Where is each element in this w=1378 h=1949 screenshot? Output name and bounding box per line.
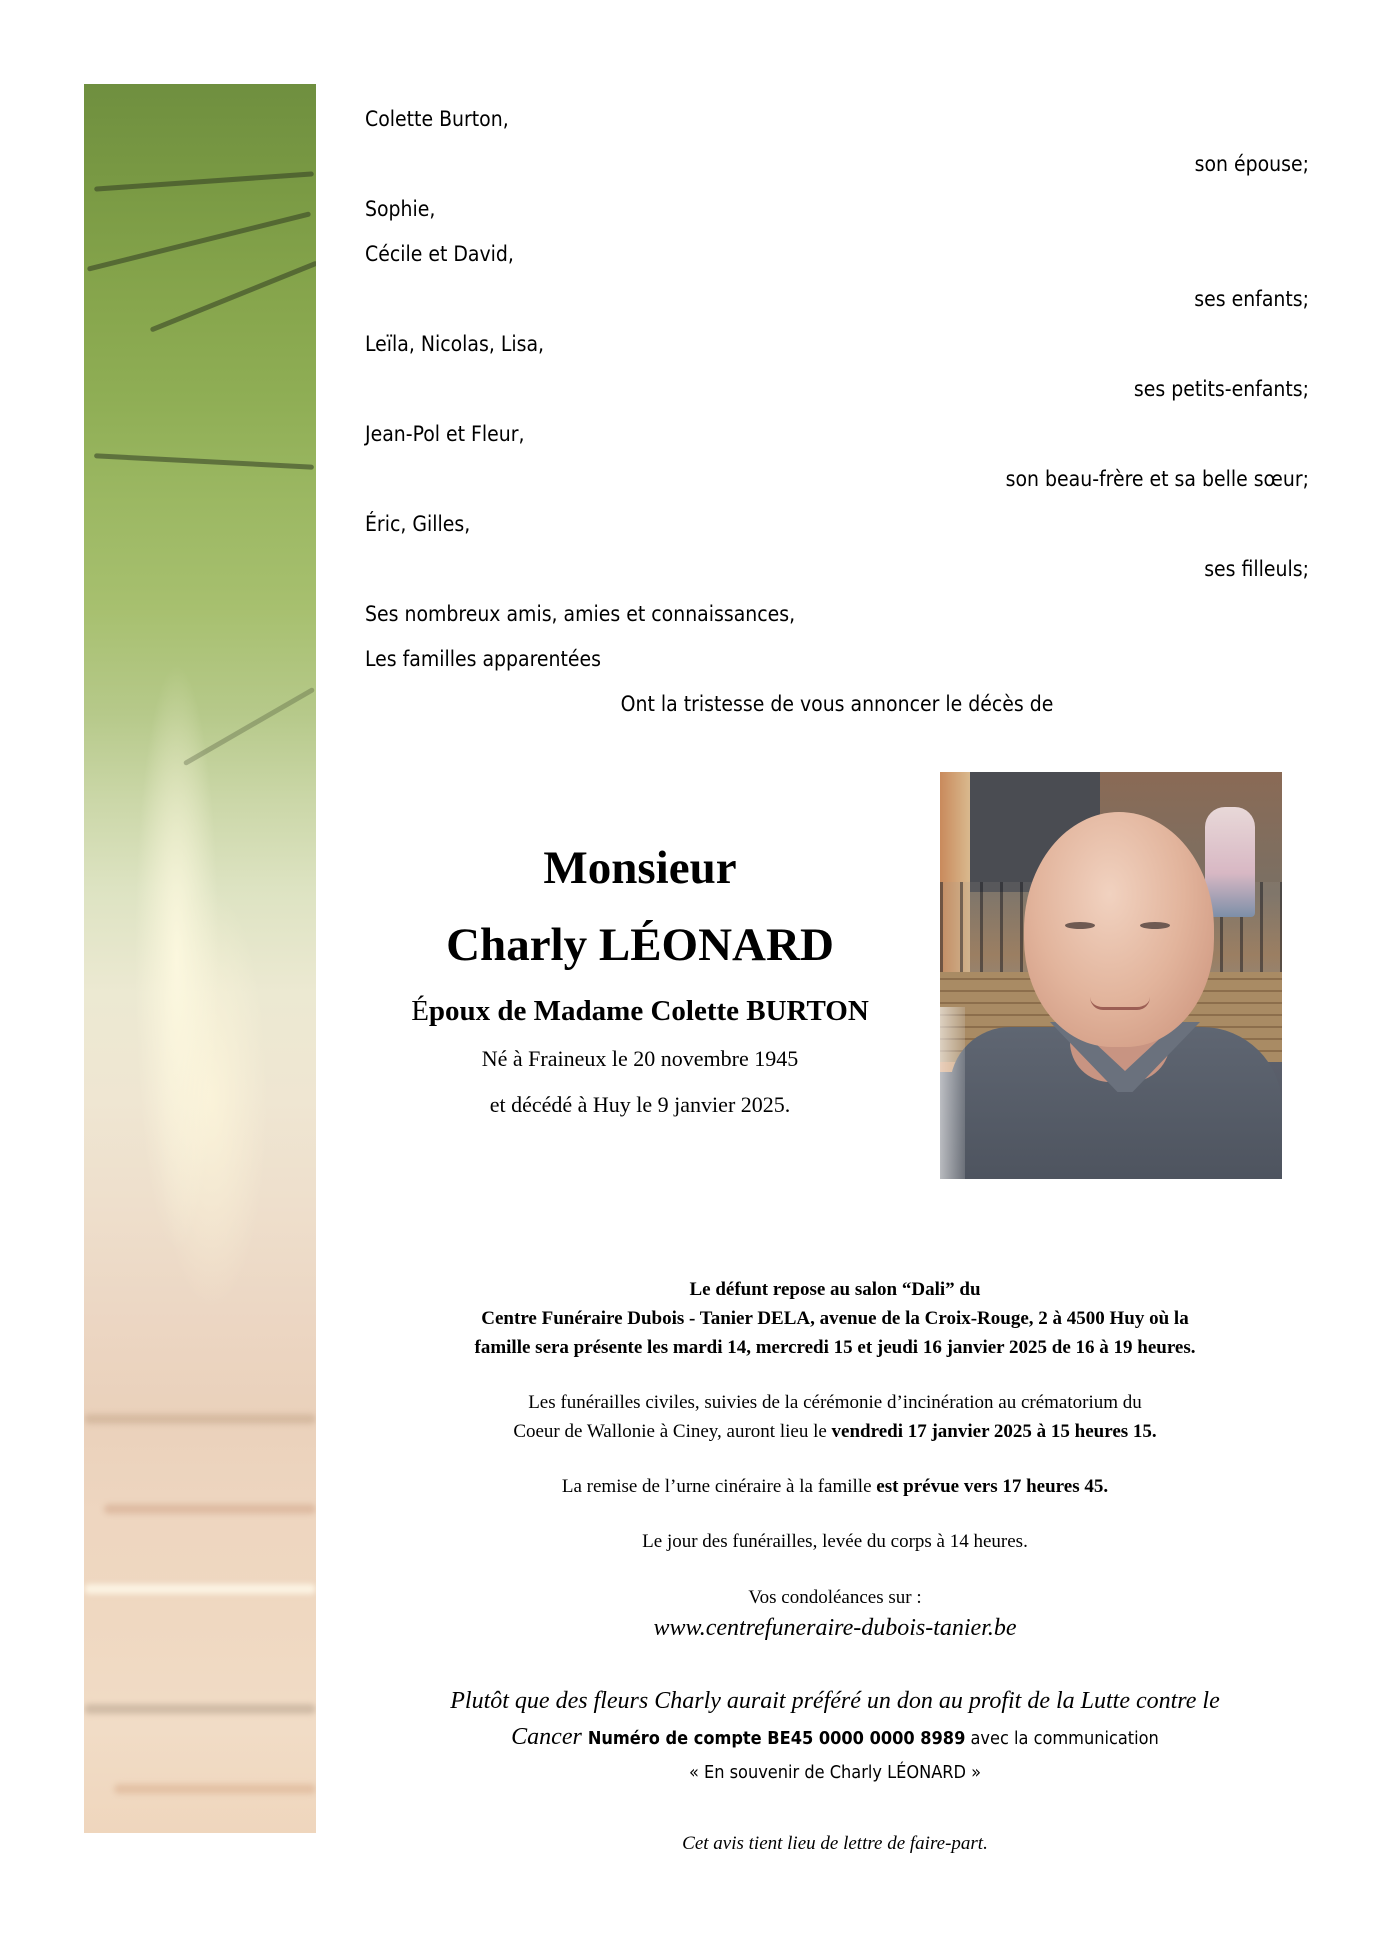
donation-account-line: [360, 1719, 1310, 1757]
donation-account: Numéro de compte BE45 0000 0000 8989: [587, 1728, 966, 1749]
family-relation: son épouse;: [1194, 152, 1309, 176]
deceased-name: Charly LÉONARD: [446, 919, 834, 971]
family-line: Ses nombreux amis, amies et connaissances,: [365, 602, 796, 626]
decorative-forest-banner: [84, 84, 316, 1833]
banner-shadow-streak: [104, 1504, 316, 1514]
family-line: Cécile et David,: [365, 242, 514, 266]
deceased-title: Monsieur: [543, 842, 737, 894]
funeral-place: Coeur de Wallonie à Ciney, auront lieu le: [513, 1421, 832, 1442]
closing-note: Cet avis tient lieu de lettre de faire-part.: [682, 1833, 988, 1854]
funeral-line: Les funérailles civiles, suivies de la cérémonie d’incinération au crématorium du: [528, 1392, 1142, 1413]
banner-branch: [150, 260, 316, 332]
banner-shadow-streak: [84, 1414, 316, 1424]
photo-eye: [1140, 922, 1170, 929]
viewing-line: Le défunt repose au salon “Dali” du: [689, 1279, 981, 1300]
family-relation: ses enfants;: [1194, 287, 1309, 311]
announcement-line: Ont la tristesse de vous annoncer le décès de: [620, 692, 1054, 716]
family-relation: ses filleuls;: [1204, 557, 1309, 581]
family-line: Sophie,: [365, 197, 436, 221]
banner-branch: [87, 211, 311, 271]
urn-line: [360, 1472, 1310, 1501]
levee-line: Le jour des funérailles, levée du corps à 14 heures.: [642, 1531, 1028, 1552]
family-line: Éric, Gilles,: [365, 512, 471, 536]
photo-head: [1024, 812, 1214, 1047]
banner-shadow-streak: [84, 1584, 316, 1594]
family-relation: son beau-frère et sa belle sœur;: [1005, 467, 1309, 491]
birth-info: Né à Fraineux le 20 novembre 1945: [481, 1046, 799, 1071]
banner-branch: [183, 687, 315, 766]
family-line: Leïla, Nicolas, Lisa,: [365, 332, 545, 356]
donation-souvenir: « En souvenir de Charly LÉONARD »: [688, 1762, 982, 1783]
viewing-line: Centre Funéraire Dubois - Tanier DELA, avenue de la Croix-Rouge, 2 à 4500 Huy où la: [481, 1308, 1189, 1329]
spouse-text: poux de Madame Colette BURTON: [428, 995, 869, 1027]
death-info: et décédé à Huy le 9 janvier 2025.: [489, 1092, 791, 1117]
funeral-date: vendredi 17 janvier 2025 à 15 heures 15.: [831, 1421, 1157, 1442]
donation-cancer: Cancer: [511, 1724, 582, 1750]
family-line: Colette Burton,: [365, 107, 509, 131]
photo-smile: [1090, 997, 1150, 1010]
banner-branch: [94, 171, 314, 191]
banner-shadow-streak: [114, 1784, 316, 1794]
viewing-line: famille sera présente les mardi 14, mercredi 15 et jeudi 16 janvier 2025 de 16 à 19 heures.: [474, 1337, 1196, 1358]
family-relation: ses petits-enfants;: [1133, 377, 1309, 401]
deceased-spouse: [360, 993, 920, 1029]
urn-time: est prévue vers 17 heures 45.: [876, 1476, 1109, 1497]
family-line: Les familles apparentées: [365, 647, 602, 671]
banner-shadow-streak: [84, 1704, 316, 1714]
spouse-initial: É: [411, 995, 429, 1027]
condolences-url-link[interactable]: www.centrefuneraire-dubois-tanier.be: [653, 1615, 1017, 1641]
banner-branch: [94, 453, 314, 470]
urn-text: La remise de l’urne cinéraire à la famille: [561, 1476, 877, 1497]
photo-eye: [1065, 922, 1095, 929]
condolences-label: Vos condoléances sur :: [748, 1587, 922, 1608]
donation-communication: avec la communication: [965, 1728, 1159, 1749]
portrait-photo-icon: [940, 772, 1282, 1179]
deceased-name-block: [360, 840, 920, 1140]
photo-background-person: [1205, 807, 1255, 917]
donation-line: Plutôt que des fleurs Charly aurait préféré un don au profit de la Lutte contre le: [450, 1688, 1220, 1714]
funeral-line: [360, 1417, 1310, 1446]
family-line: Jean-Pol et Fleur,: [365, 422, 525, 446]
photo-glass: [940, 1007, 965, 1179]
